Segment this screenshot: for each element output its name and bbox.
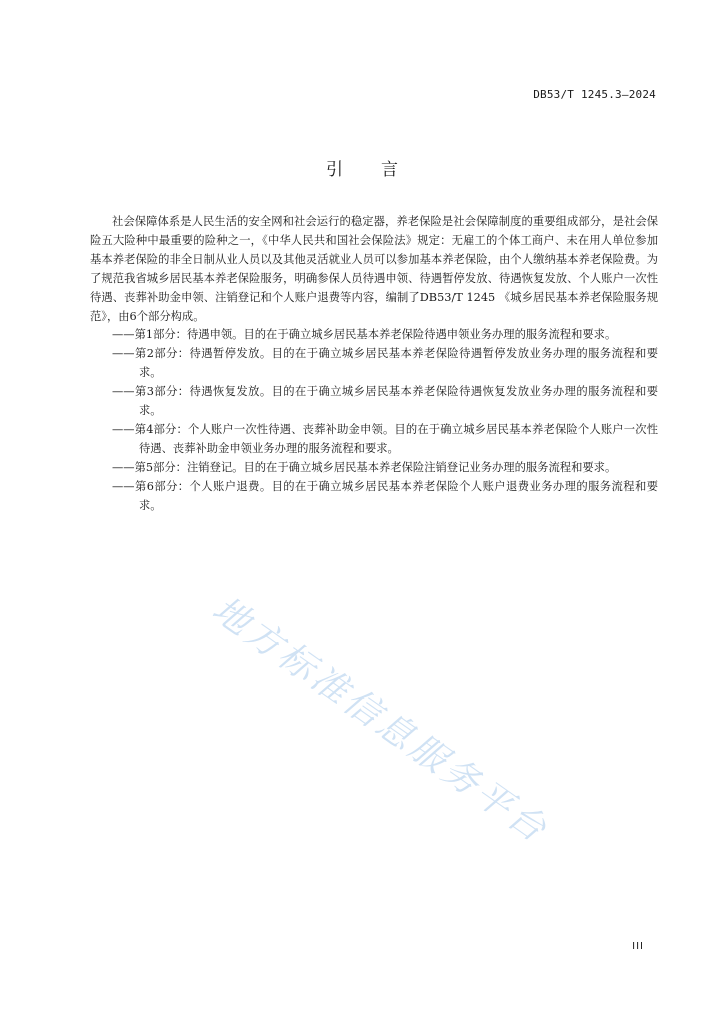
part-item-6: ——第6部分：个人账户退费。目的在于确立城乡居民基本养老保险个人账户退费业务办理的服务流程和要求。 [112, 479, 658, 512]
document-code: DB53/T 1245.3—2024 [533, 88, 656, 101]
part-item-2: ——第2部分：待遇暂停发放。目的在于确立城乡居民基本养老保险待遇暂停发放业务办理的服务流程和要求。 [112, 347, 658, 380]
page-number: III [632, 941, 644, 952]
page-title: 引言 [326, 160, 436, 180]
document-body [90, 213, 658, 516]
part-item-3: ——第3部分：待遇恢复发放。目的在于确立城乡居民基本养老保险待遇恢复发放业务办理的服务流程和要求。 [112, 385, 658, 418]
intro-paragraph: 社会保障体系是人民生活的安全网和社会运行的稳定器，养老保险是社会保障制度的重要组成部分，是社会保险五大险种中最重要的险种之一，《中华人民共和国社会保险法》规定：无雇工的个体工商户、未在用人单位参加基本养老保险的非全日制从业人员以及其他灵活就业人员可以参加基本养老保险，由个人缴纳基本养老保险费。为了规范我省城乡居民基本养老保险服务，明确参保人员待遇申领、待遇暂停发放、待遇恢复发放、个人账户一次性待遇、丧葬补助金申领、注销登记和个人账户退费等内容，编制了DB53/T 1245 《城乡居民基本养老保险服务规范》，由6个部分构成。 [90, 215, 658, 323]
part-item-5: ——第5部分：注销登记。目的在于确立城乡居民基本养老保险注销登记业务办理的服务流程和要求。 [112, 460, 617, 474]
parts-list [90, 326, 658, 515]
part-item-1: ——第1部分：待遇申领。目的在于确立城乡居民基本养老保险待遇申领业务办理的服务流程和要求。 [112, 328, 617, 342]
watermark: 地方标准信息服务平台 [204, 588, 556, 852]
part-item-4: ——第4部分：个人账户一次性待遇、丧葬补助金申领。目的在于确立城乡居民基本养老保险个人账户一次性待遇、丧葬补助金申领业务办理的服务流程和要求。 [112, 422, 658, 455]
